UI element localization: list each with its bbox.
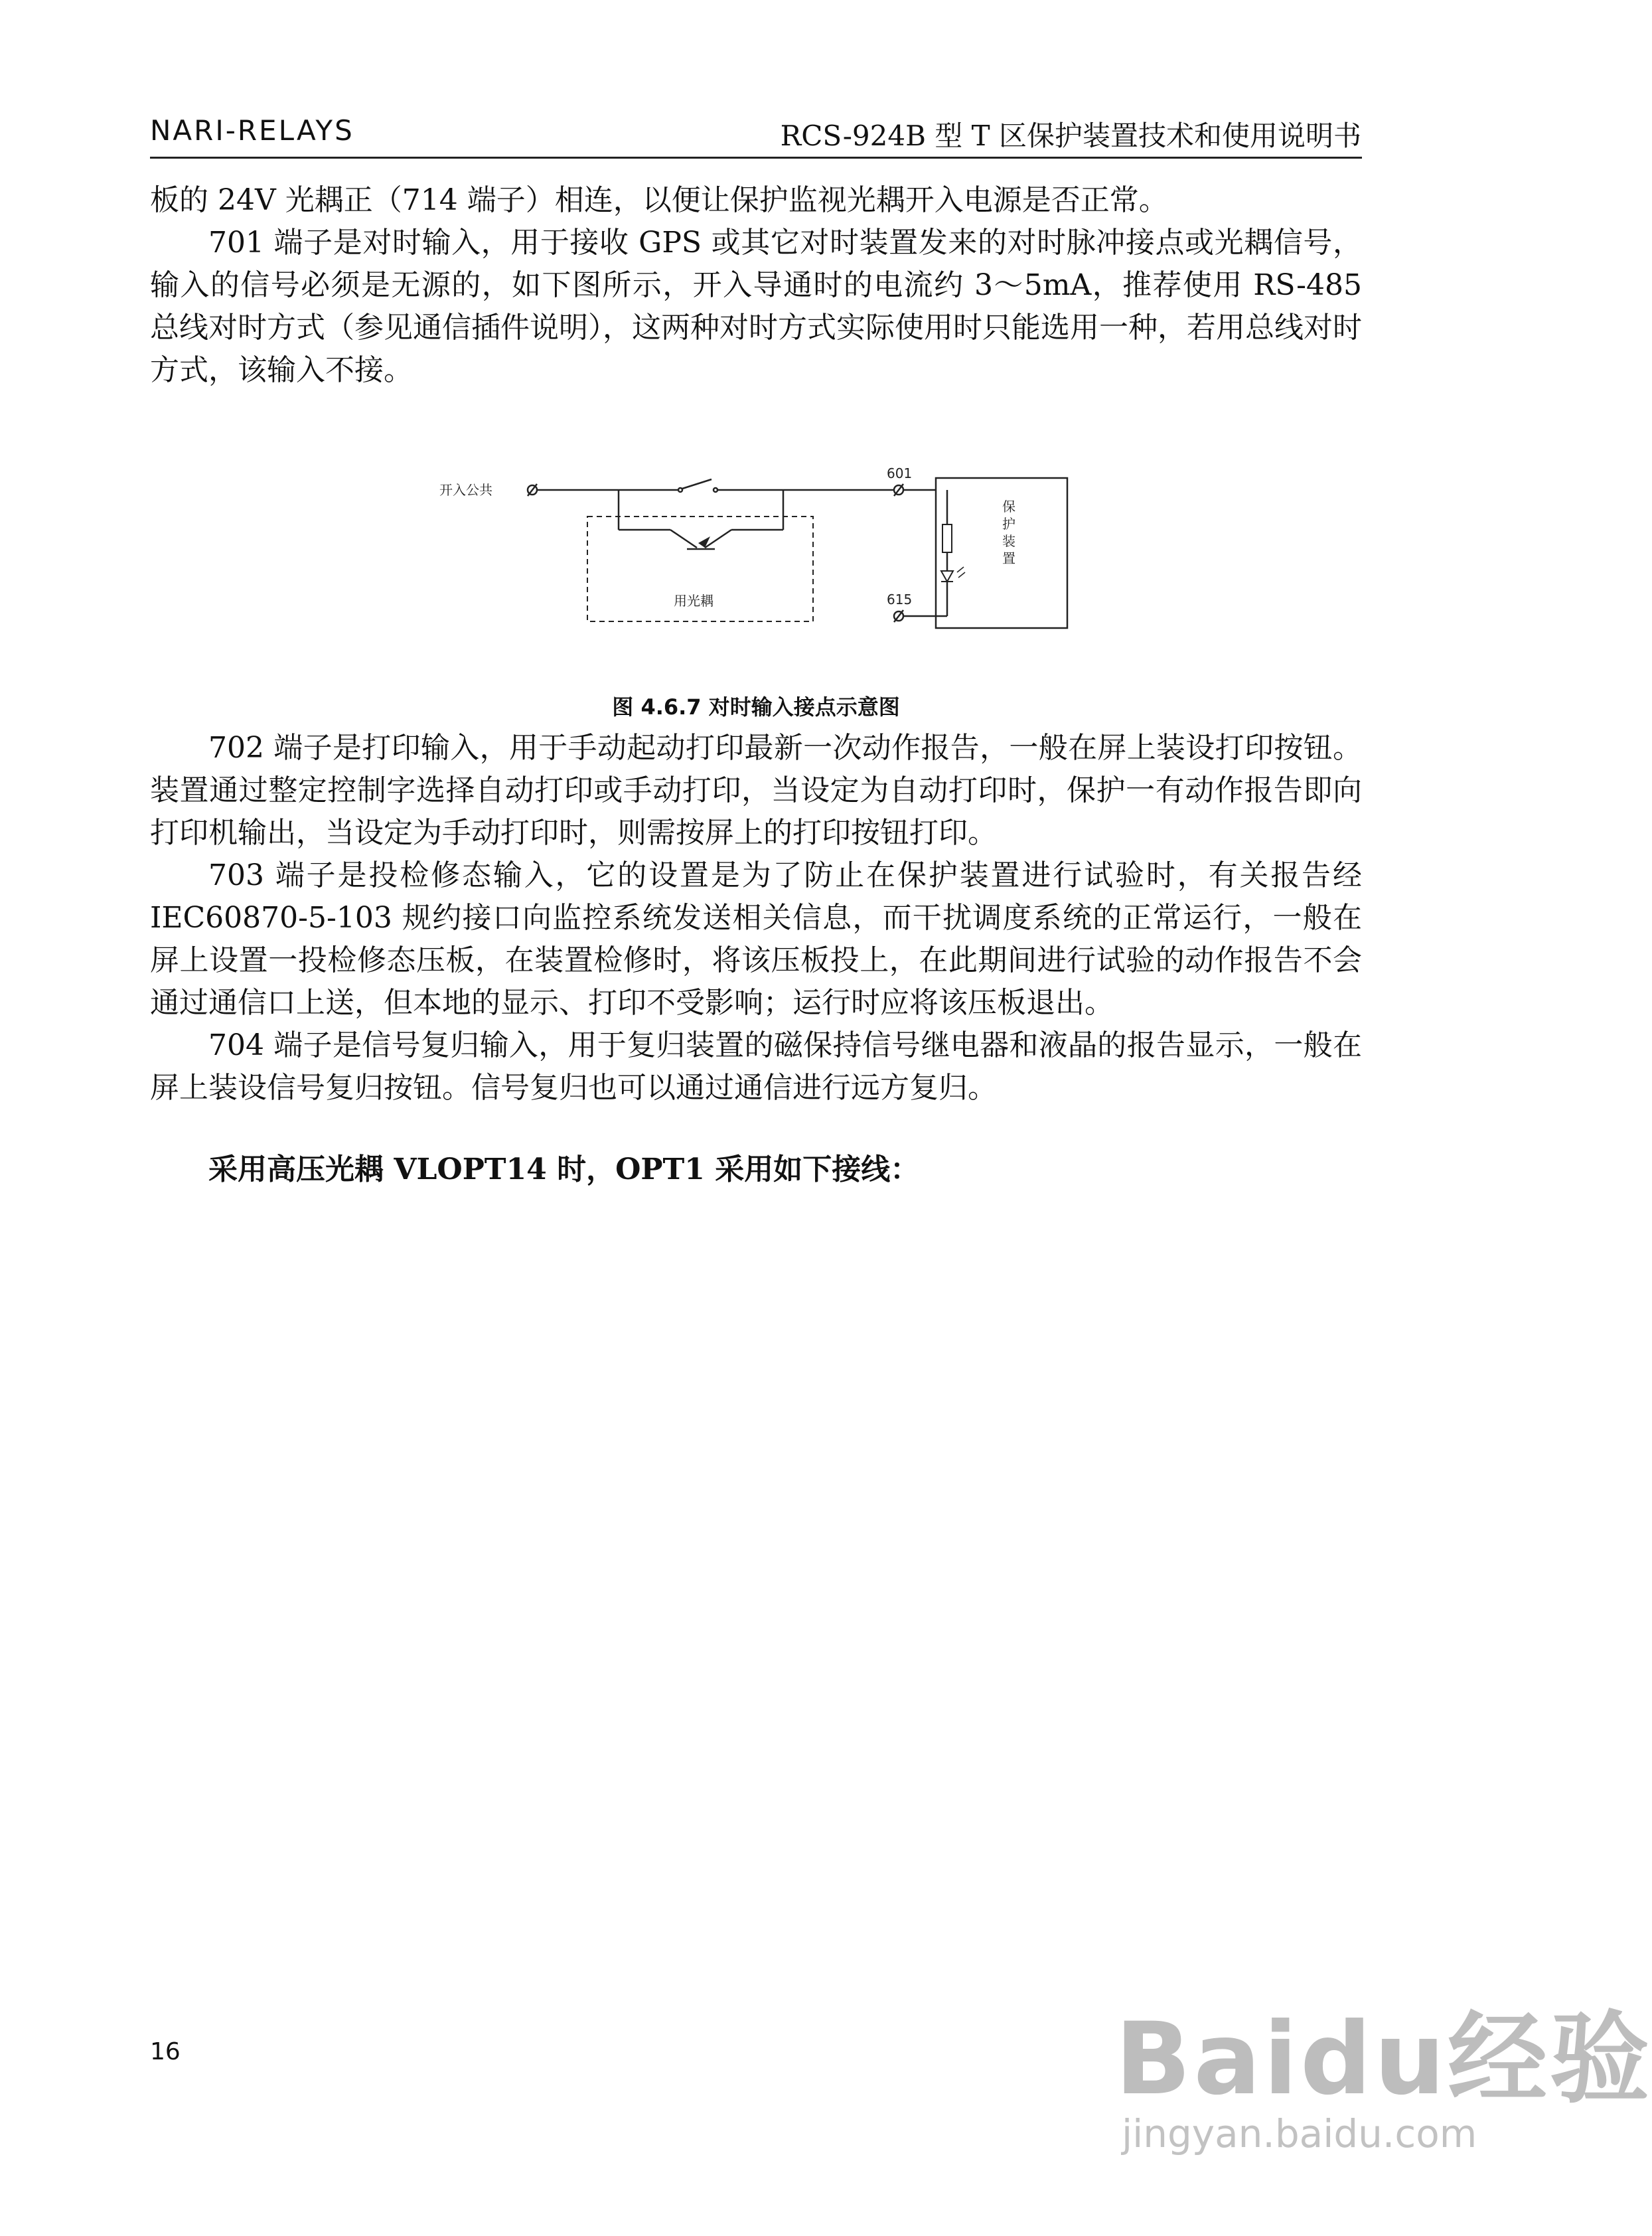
protection-device-box <box>936 478 1067 628</box>
baidu-watermark <box>1115 1978 1652 2158</box>
label-device-char-1: 保 <box>1002 499 1015 515</box>
switch-contact-right <box>713 488 717 492</box>
transistor-collector <box>670 530 697 548</box>
label-common: 开入公共 <box>439 482 492 498</box>
wiring-diagram-svg <box>425 458 1089 644</box>
page-number: 16 <box>150 2038 181 2065</box>
header-brand: NARI-RELAYS <box>150 114 354 147</box>
switch-contact-left <box>678 488 682 492</box>
label-terminal-601: 601 <box>887 465 913 481</box>
watermark-logo: Baidu经验 <box>1115 2002 1652 2117</box>
label-device-char-3: 装 <box>1002 533 1015 549</box>
label-optocoupler: 用光耦 <box>674 593 713 609</box>
body-text-top <box>150 179 1362 392</box>
label-device-char-4: 置 <box>1002 550 1015 566</box>
resistor <box>942 524 952 552</box>
paragraph-704: 704 端子是信号复归输入，用于复归装置的磁保持信号继电器和液晶的报告显示，一般在屏上装设信号复归按钮。信号复归也可以通过通信进行远方复归。 <box>150 1028 1362 1105</box>
watermark-url: jingyan.baidu.com <box>1122 2111 1477 2156</box>
paragraph-701: 701 端子是对时输入，用于接收 GPS 或其它对时装置发来的对时脉冲接点或光耦信号，输入的信号必须是无源的，如下图所示，开入导通时的电流约 3～5mA，推荐使用 RS-485 总线对时方式（参见通信插件说明），这两种对时方式实际使用时只能选用一种，若用总线对时方式，该输入不接。 <box>150 226 1362 387</box>
header-doc-title: RCS-924B 型 T 区保护装置技术和使用说明书 <box>780 120 1361 152</box>
header-rule <box>150 157 1362 159</box>
body-text-bottom <box>150 727 1362 1109</box>
led-symbol <box>941 571 953 582</box>
wiring-diagram <box>425 458 1089 644</box>
section-heading: 采用高压光耦 VLOPT14 时，OPT1 采用如下接线： <box>208 1153 920 1186</box>
figure-caption: 图 4.6.7 对时输入接点示意图 <box>612 694 900 720</box>
paragraph-703: 703 端子是投检修态输入，它的设置是为了防止在保护装置进行试验时，有关报告经 IEC60870-5-103 规约接口向监控系统发送相关信息，而干扰调度系统的正常运行，一般在屏上设置一投检修态压板，在装置检修时，将该压板投上，在此期间进行试验的动作报告不会通过通信口上送，但本地的显示、打印不受影响；运行时应将该压板退出。 <box>150 858 1362 1020</box>
label-terminal-615: 615 <box>887 592 913 607</box>
label-device-char-2: 护 <box>1002 516 1015 532</box>
switch-blade <box>682 479 712 489</box>
paragraph-702: 702 端子是打印输入，用于手动起动打印最新一次动作报告，一般在屏上装设打印按钮。装置通过整定控制字选择自动打印或手动打印，当设定为自动打印时，保护一有动作报告即向打印机输出，当设定为手动打印时，则需按屏上的打印按钮打印。 <box>150 731 1362 850</box>
paragraph-714: 板的 24V 光耦正（714 端子）相连，以便让保护监视光耦开入电源是否正常。 <box>150 183 1168 217</box>
